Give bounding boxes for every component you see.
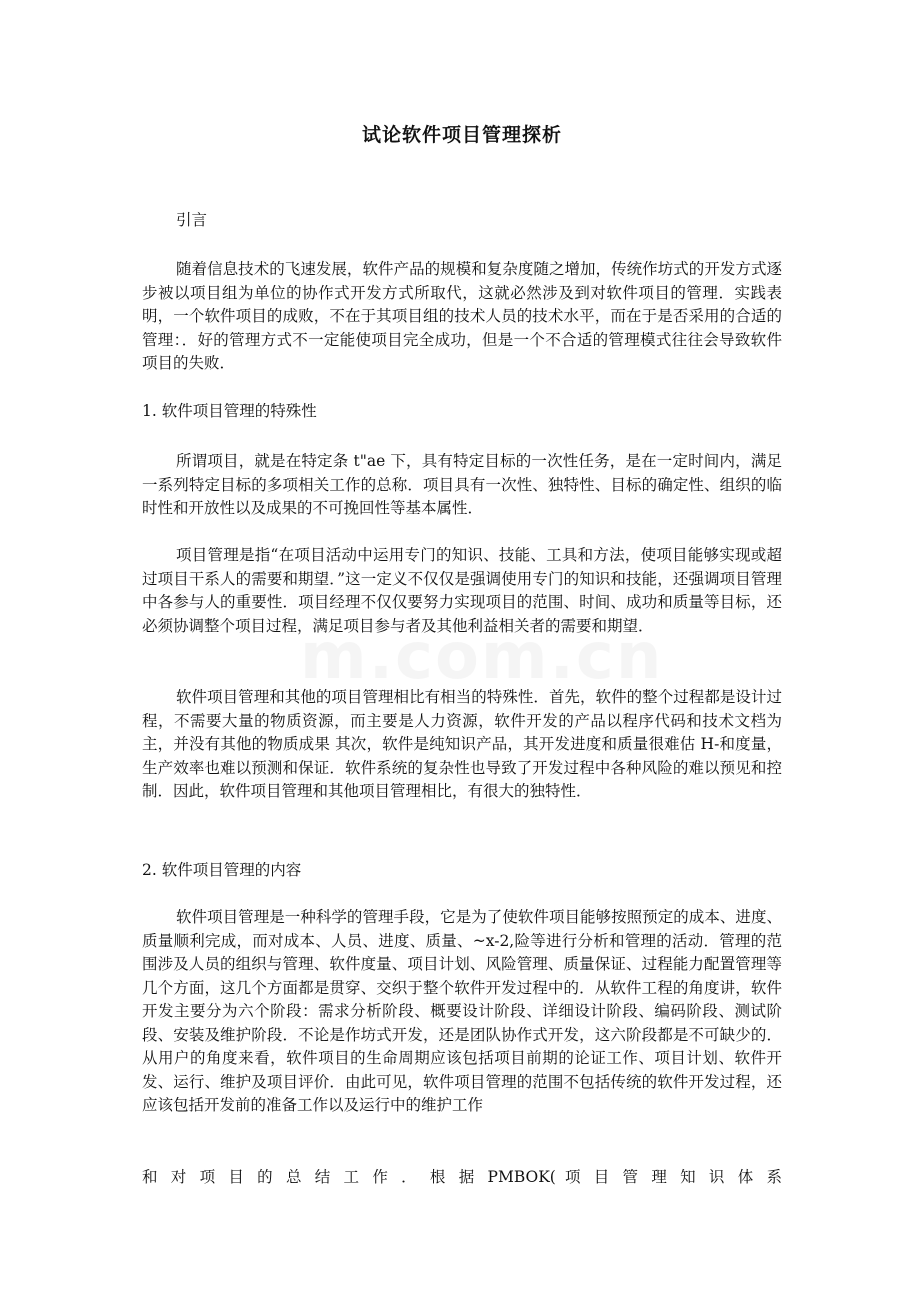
paragraph-software-specialty: 软件项目管理和其他的项目管理相比有相当的特殊性．首先，软件的整个过程都是设计过程，不需要大量的物质资源，而主要是人力资源，软件开发的产品以程序代码和技术文档为主，并没有其他的物质成果 其次，软件是纯知识产品，其开发进度和质量很难估 H-和度量，生产效率也难以预测和保证．软件系统的复杂性也导致了开发过程中各种风险的难以预见和控制．因此，软件项目管理和其他项目管理相比，有很大的独特性． [142, 688, 782, 800]
paragraph-project-management: 项目管理是指“在项目活动中运用专门的知识、技能、工具和方法，使项目能够实现或超过项目干系人的需要和期望．”这一定义不仅仅是强调使用专门的知识和技能，还强调项目管理中各参与人的重要性．项目经理不仅仅要努力实现项目的范围、时间、成功和质量等目标，还必须协调整个项目过程，满足项目参与者及其他利益相关者的需要和期望． [142, 546, 782, 635]
section-heading-2: 2. 软件项目管理的内容 [142, 861, 302, 879]
document-title: 试论软件项目管理探析 [361, 124, 562, 146]
paragraph-continued-line: 和 对 项 目 的 总 结 工 作 ． 根 据 PMBOK( 项 目 管 理 知 识 体 系 [142, 1168, 782, 1186]
paragraph-intro: 随着信息技术的飞速发展，软件产品的规模和复杂度随之增加，传统作坊式的开发方式逐步被以项目组为单位的协作式开发方式所取代，这就必然涉及到对软件项目的管理．实践表明，一个软件项目的成败，不在于其项目组的技术人员的技术水平，而在于是否采用的合适的管理：．好的管理方式不一定能使项目完全成功，但是一个不合适的管理模式往往会导致软件项目的失败． [142, 260, 782, 372]
paragraph-software-management-content: 软件项目管理是一种科学的管理手段，它是为了使软件项目能够按照预定的成本、进度、质量顺利完成，而对成本、人员、进度、质量、~x-2,险等进行分析和管理的活动．管理的范围涉及人员的组织与管理、软件度量、项目计划、风险管理、质量保证、过程能力配置管理等几个方面，这几个方面都是贯穿、交织于整个软件开发过程中的．从软件工程的角度讲，软件开发主要分为六个阶段：需求分析阶段、概要设计阶段、详细设计阶段、编码阶段、测试阶段、安装及维护阶段．不论是作坊式开发，还是团队协作式开发，这六阶段都是不可缺少的．从用户的角度来看，软件项目的生命周期应该包括项目前期的论证工作、项目计划、软件开发、运行、维护及项目评价．由此可见，软件项目管理的范围不包括传统的软件开发过程，还应该包括开发前的准备工作以及运行中的维护工作 [142, 908, 782, 1114]
section-heading-1: 1. 软件项目管理的特殊性 [142, 402, 317, 420]
intro-heading: 引言 [176, 211, 208, 229]
paragraph-project-definition: 所谓项目，就是在特定条 t"ae 下，具有特定目标的一次性任务，是在一定时间内，满足一系列特定目标的多项相关工作的总称．项目具有一次性、独特性、目标的确定性、组织的临时性和开放性以及成果的不可挽回性等基本属性． [142, 452, 782, 517]
